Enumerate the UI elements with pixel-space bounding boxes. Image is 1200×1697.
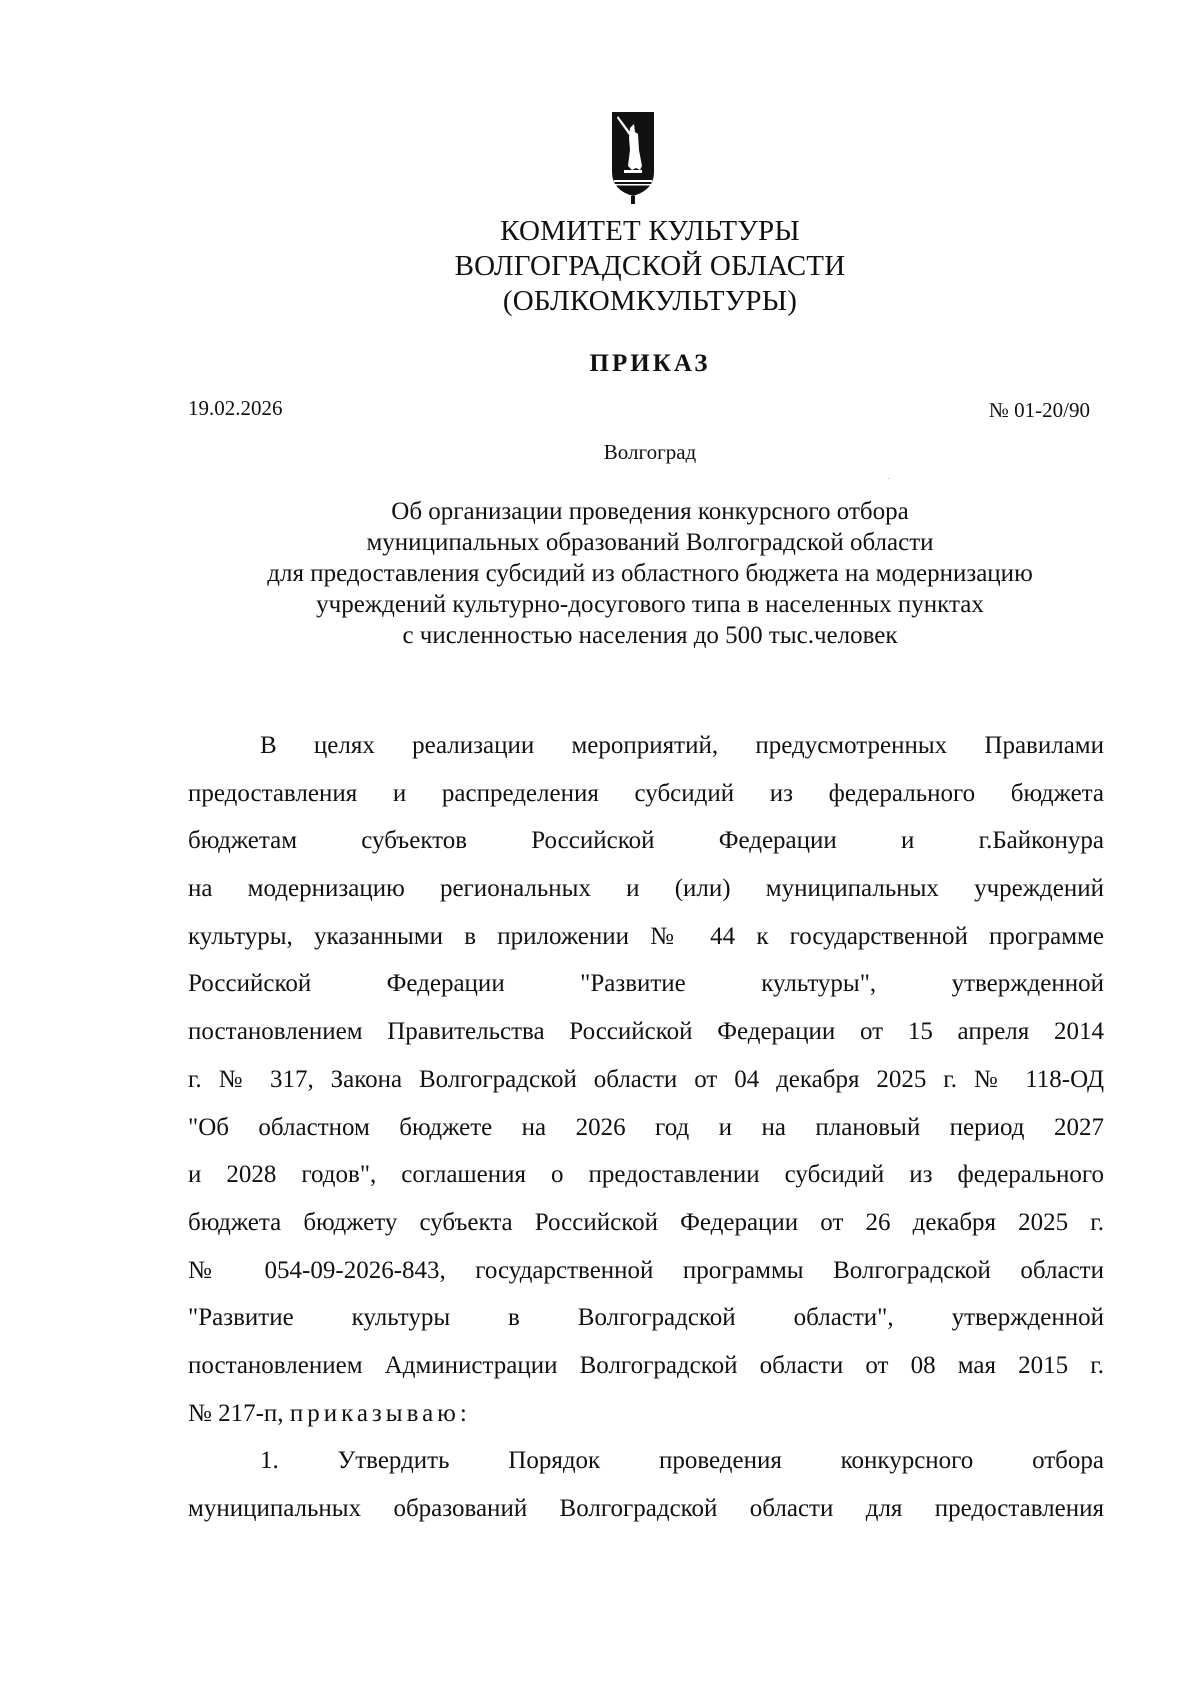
body-line: на модернизацию региональных и (или) муниципальных учреждений (188, 875, 1104, 903)
body-line: "Развитие культуры в Волгоградской области", утвержденной (188, 1304, 1104, 1332)
order-number: № 01-20/90 (988, 398, 1090, 422)
body-line: постановлением Правительства Российской Федерации от 15 апреля 2014 (188, 1018, 1104, 1046)
org-line: (ОБЛКОМКУЛЬТУРЫ) (502, 285, 798, 317)
body-line: бюджетам субъектов Российской Федерации и г.Байконура (188, 827, 1104, 855)
order-title: ПРИКАЗ (589, 350, 711, 377)
body-line: и 2028 годов", соглашения о предоставлении субсидий из федерального (188, 1161, 1104, 1189)
order-verb-prefix: № 217-п, (188, 1399, 290, 1427)
org-line: ВОЛГОГРАДСКОЙ ОБЛАСТИ (454, 250, 846, 282)
body-line: "Об областном бюджете на 2026 год и на плановый период 2027 (188, 1113, 1104, 1141)
body-line: Российской Федерации "Развитие культуры", утвержденной (188, 970, 1104, 998)
body-line: г. № 317, Закона Волгоградской области от 04 декабря 2025 г. № 118-ОД (188, 1065, 1104, 1093)
body-line: В целях реализации мероприятий, предусмотренных Правилами (260, 732, 1104, 759)
organization-name (0, 214, 1200, 319)
coat-of-arms-icon (610, 110, 656, 206)
body-line: бюджета бюджету субъекта Российской Федерации от 26 декабря 2025 г. (188, 1208, 1104, 1236)
item-1-line: муниципальных образований Волгоградской области для предоставления (188, 1495, 1104, 1522)
order-verb-line (188, 1390, 1104, 1438)
subject-line: с численностью населения до 500 тыс.человек (402, 622, 898, 649)
body-line: культуры, указанными в приложении № 44 к государственной программе (188, 922, 1104, 950)
order-verb: приказываю: (289, 1399, 471, 1427)
body-line: предоставления и распределения субсидий из федерального бюджета (188, 779, 1104, 807)
order-city: Волгоград (603, 440, 697, 464)
body-line: постановлением Администрации Волгоградской области от 08 мая 2015 г. (188, 1351, 1104, 1379)
subject-line: Об организации проведения конкурсного отбора (391, 498, 909, 525)
subject-line: учреждений культурно-досугового типа в населенных пунктах (316, 591, 984, 618)
order-body (188, 722, 1104, 1533)
scan-artifact (888, 478, 889, 479)
subject-line: муниципальных образований Волгоградской области (366, 529, 934, 556)
org-line: КОМИТЕТ КУЛЬТУРЫ (500, 215, 800, 247)
order-subject (0, 496, 1200, 651)
order-date: 19.02.2026 (188, 396, 283, 420)
subject-line: для предоставления субсидий из областного бюджета на модернизацию (267, 560, 1033, 587)
item-1-line: 1. Утвердить Порядок проведения конкурсного отбора (260, 1447, 1104, 1475)
body-line: № 054-09-2026-843, государственной программы Волгоградской области (188, 1256, 1104, 1284)
